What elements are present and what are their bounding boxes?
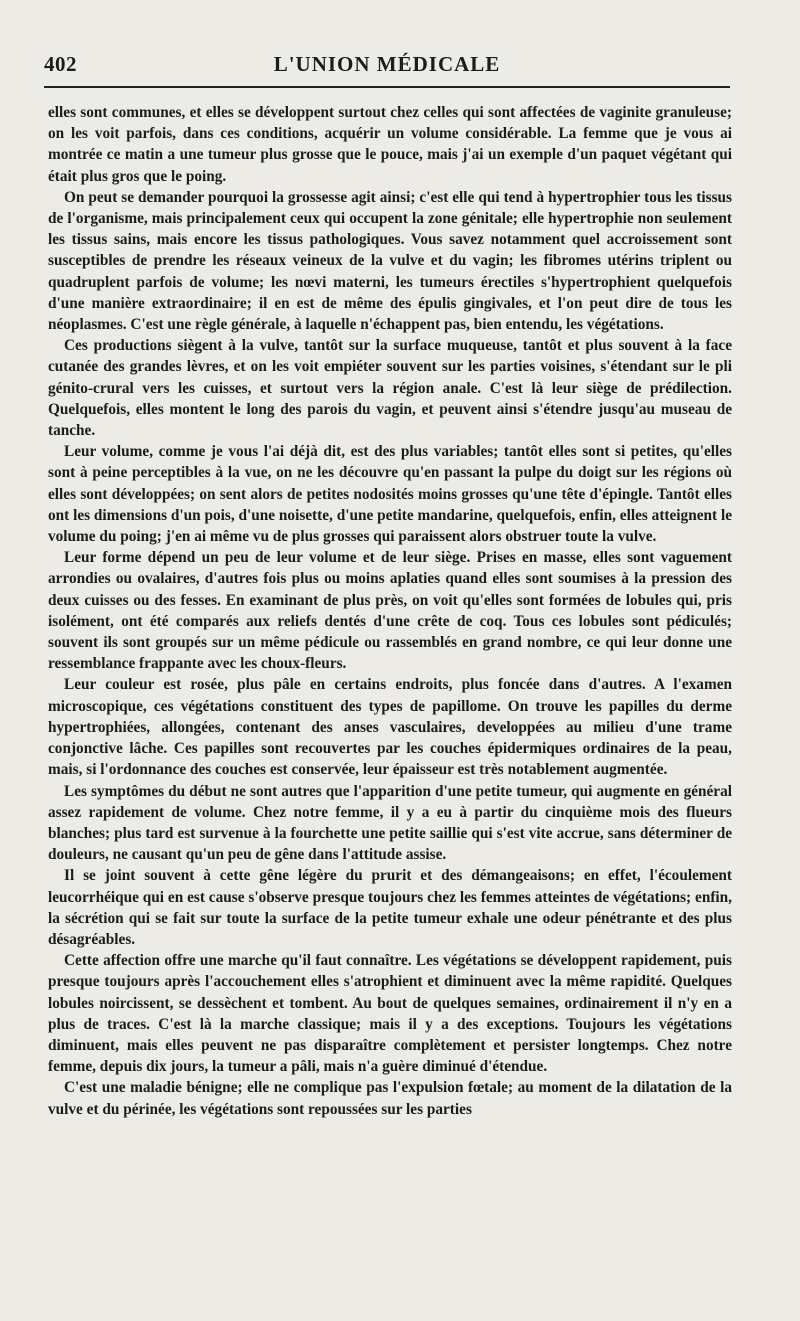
running-title: L'UNION MÉDICALE: [273, 52, 501, 76]
page-number: 402: [44, 52, 77, 76]
page-header: [44, 48, 730, 88]
paragraph: Leur volume, comme je vous l'ai déjà dit, est des plus variables; tantôt elles sont si petites, qu'elles sont à peine perceptibles à la vue, on ne les découvre qu'en passant la pulpe du doigt sur les régions où elles sont développées; on sent alors de petites nodosités moins grosses qu'une tête d'épingle. Tantôt elles ont les dimensions d'un pois, d'une noisette, d'une petite mandarine, quelquefois, enfin, elles atteignent le volume du poing; j'en ai même vu de plus grosses qui paraissent alors obstruer toute la vulve.: [48, 443, 732, 546]
paragraph: Cette affection offre une marche qu'il faut connaître. Les végétations se développent rapidement, puis presque toujours après l'accouchement elles s'atrophient et diminuent avec la même rapidité. Quelques lobules noircissent, se dessèchent et tombent. Au bout de quelques semaines, ordinairement il n'y en a plus de traces. C'est là la marche classique; mais il y a des exceptions. Toujours les végétations diminuent, mais elles peuvent ne pas disparaître complètement et persister longtemps. Chez notre femme, depuis dix jours, la tumeur a pâli, mais n'a guère diminué d'étendue.: [48, 952, 732, 1076]
paragraph: C'est une maladie bénigne; elle ne complique pas l'expulsion fœtale; au moment de la dilatation de la vulve et du périnée, les végétations sont repoussées sur les parties: [48, 1079, 732, 1118]
paragraph: Les symptômes du début ne sont autres que l'apparition d'une petite tumeur, qui augmente en général assez rapidement de volume. Chez notre femme, il y a eu à partir du cinquième mois des flueurs blanches; plus tard est survenue à la fourchette une petite saillie qui s'est vite accrue, sans déterminer de douleurs, ne causant qu'un peu de gêne dans l'attitude assise.: [48, 782, 732, 864]
paragraph: Il se joint souvent à cette gêne légère du prurit et des démangeaisons; en effet, l'écoulement leucorrhéique qui en est cause s'observe presque toujours chez les femmes atteintes de végétations; enfin, la sécrétion qui se fait sur toute la surface de la petite tumeur exhale une odeur pénétrante et des plus désagréables.: [48, 867, 732, 948]
paragraph: Leur forme dépend un peu de leur volume et de leur siège. Prises en masse, elles sont vaguement arrondies ou ovalaires, d'autres fois plus ou moins aplaties quand elles sont soumises à la pression des deux cuisses ou des fesses. En examinant de plus près, on voit qu'elles sont formées de lobules qui, pris isolément, ont été comparés aux reliefs dentés d'une crête de coq. Tous ces lobules sont pédiculés; souvent ils sont groupés sur un même pédicule ou rassemblés en grand nombre, ce qui leur donne une ressemblance frappante avec les choux-fleurs.: [48, 549, 732, 673]
body-text: [48, 102, 732, 1120]
paragraph: Leur couleur est rosée, plus pâle en certains endroits, plus foncée dans d'autres. A l'examen microscopique, ces végétations constituent des types de papillome. On trouve les papilles du derme hypertrophiées, allongées, contenant des anses vasculaires, developpées au milieu d'une trame conjonctive lâche. Ces papilles sont recouvertes par les couches épidermiques ordinaires de la peau, mais, si l'ordonnance des couches est conservée, leur épaisseur est très notablement augmentée.: [48, 676, 732, 779]
paragraph: elles sont communes, et elles se développent surtout chez celles qui sont affectées de vaginite granuleuse; on les voit parfois, dans ces conditions, acquérir un volume considérable. La femme que je vous ai montrée ce matin a une tumeur plus grosse que le pouce, mais j'ai un exemple d'un paquet végétant qui était plus gros que le poing.: [48, 104, 732, 185]
paragraph: On peut se demander pourquoi la grossesse agit ainsi; c'est elle qui tend à hypertrophier tous les tissus de l'organisme, mais principalement ceux qui occupent la zone génitale; elle hypertrophie non seulement les tissus sains, mais encore les tissus pathologiques. Vous savez notamment quel accroissement sont susceptibles de prendre les réseaux veineux de la vulve et du vagin; les fibromes utérins triplent ou quadruplent parfois de volume; les nœvi materni, les tumeurs érectiles s'hypertrophient quelquefois d'une manière extraordinaire; il en est de même des épulis gingivales, et l'on peut dire de tous les néoplasmes. C'est une règle générale, à laquelle n'échappent pas, bien entendu, les végétations.: [48, 188, 732, 334]
paragraph: Ces productions siègent à la vulve, tantôt sur la surface muqueuse, tantôt et plus souvent à la face cutanée des grandes lèvres, et on les voit empiéter souvent sur les parties voisines, s'étendant sur le pli génito-crural vers les cuisses, et surtout vers la région anale. C'est là leur siège de prédilection. Quelquefois, elles montent le long des parois du vagin, et peuvent ainsi s'étendre jusqu'au museau de tanche.: [48, 337, 732, 440]
